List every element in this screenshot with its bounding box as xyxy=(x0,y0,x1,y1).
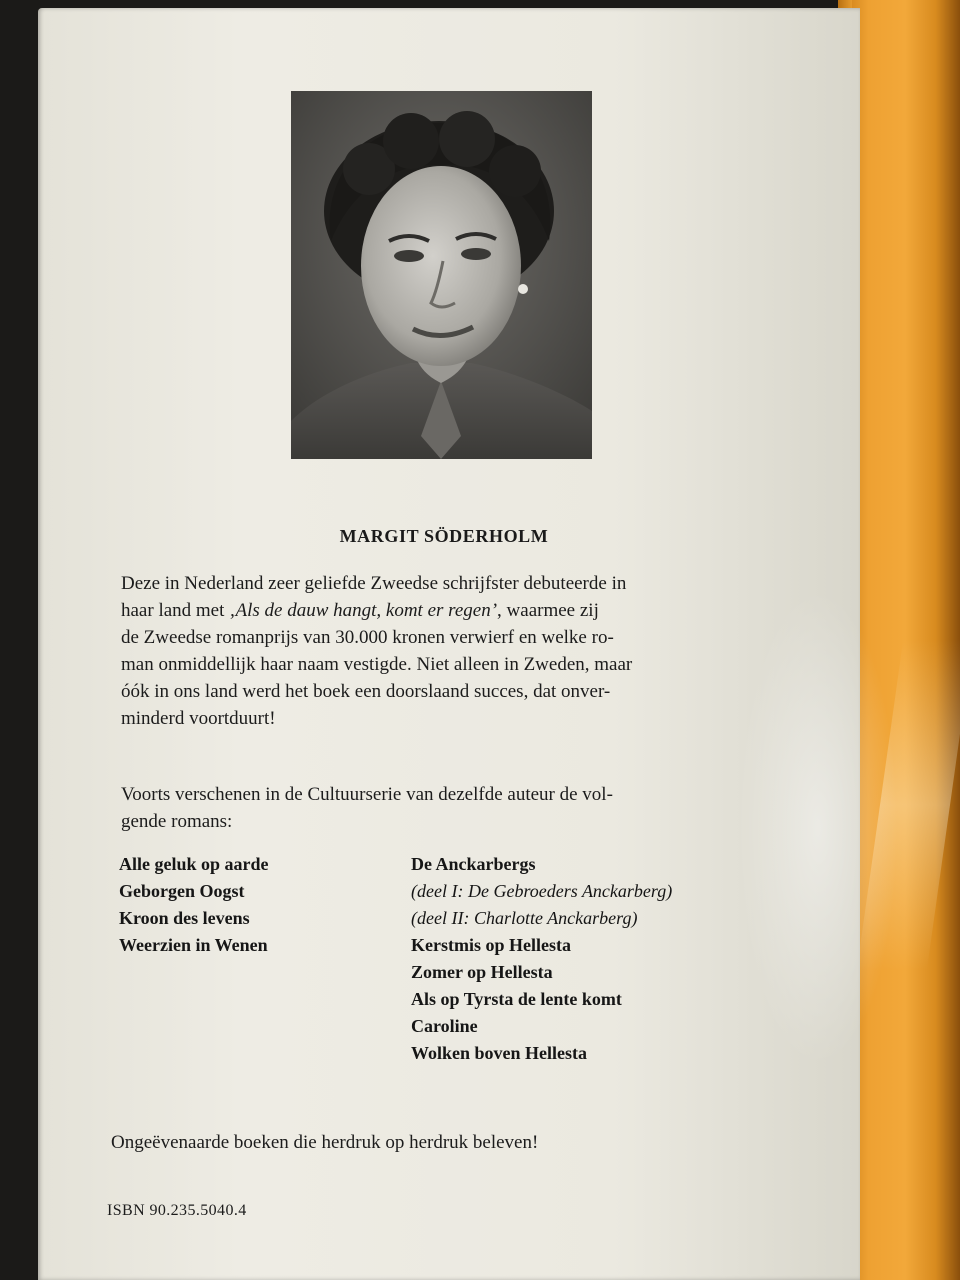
book-title: Caroline xyxy=(411,1016,478,1036)
description-line-3: de Zweedse romanprijs van 30.000 kronen verwierf en welke ro- xyxy=(121,627,614,648)
description-line-6: minderd voortduurt! xyxy=(121,708,276,729)
series-intro-line-1: Voorts verschenen in de Cultuurserie van dezelfde auteur de vol- xyxy=(121,784,613,805)
series-intro xyxy=(121,781,741,835)
book-title: Als op Tyrsta de lente komt xyxy=(411,989,622,1009)
description-line-5: óók in ons land werd het boek een doorslaand succes, dat onver- xyxy=(121,681,611,702)
series-intro-line-2: gende romans: xyxy=(121,811,233,832)
book-title: Geborgen Oogst xyxy=(119,881,245,901)
book-list-right xyxy=(411,851,672,1067)
debut-title: ‚Als de dauw hangt, komt er regen’ xyxy=(229,600,498,621)
book-volume: (deel II: Charlotte Anckarberg) xyxy=(411,908,638,928)
description-line-2: haar land met ‚Als de dauw hangt, komt er regen’, waarmee zij xyxy=(121,600,599,621)
description-line-4: man onmiddellijk haar naam vestigde. Niet alleen in Zweden, maar xyxy=(121,654,633,675)
description-line-1: Deze in Nederland zeer geliefde Zweedse schrijfster debuteerde in xyxy=(121,573,627,594)
book-title: Kroon des levens xyxy=(119,908,250,928)
author-description xyxy=(121,570,741,732)
book-title: Zomer op Hellesta xyxy=(411,962,553,982)
book-list-left xyxy=(119,851,269,959)
closing-line: Ongeëvenaarde boeken die herdruk op herdruk beleven! xyxy=(111,1132,539,1153)
isbn-number: ISBN 90.235.5040.4 xyxy=(107,1202,247,1219)
book-title: Alle geluk op aarde xyxy=(119,854,269,874)
book-title: Kerstmis op Hellesta xyxy=(411,935,571,955)
author-name: MARGIT SÖDERHOLM xyxy=(339,526,549,546)
book-title: Weerzien in Wenen xyxy=(119,935,268,955)
book-volume: (deel I: De Gebroeders Anckarberg) xyxy=(411,881,673,901)
cover-sheen xyxy=(738,588,898,1068)
book-title: Wolken boven Hellesta xyxy=(411,1043,588,1063)
portrait-drawing xyxy=(291,91,592,459)
book-title: De Anckarbergs xyxy=(411,854,536,874)
author-portrait xyxy=(291,91,592,459)
